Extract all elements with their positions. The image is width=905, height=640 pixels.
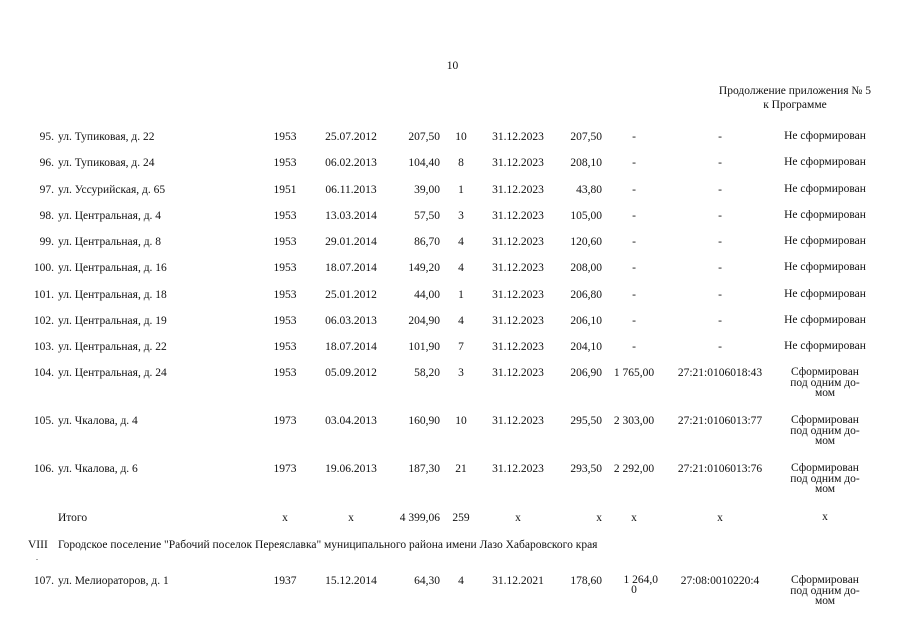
row-land-area: - [632,210,636,222]
table-row [0,341,905,357]
row-date: 05.09.2012 [325,367,377,379]
table-row [0,236,905,252]
row-count: 10 [455,131,467,143]
row-date: 06.11.2013 [325,184,377,196]
row-status-line: Не сформирован [784,314,866,326]
row-year: 1953 [273,131,297,143]
row-number: 104. [33,367,54,379]
row-status [778,575,872,607]
table-row [0,210,905,226]
row-count: 8 [458,157,464,169]
continuation-note [719,84,871,112]
row-status [778,315,872,326]
row-year: 1953 [273,210,297,222]
row-status-line: под одним до- [790,472,860,485]
row-cadastral: - [718,184,722,196]
row-plan-date: 31.12.2021 [492,575,544,587]
row-land-area-line-1: 1 264,0 [623,574,658,586]
row-cadastral: 27:08:0010220:4 [680,575,760,587]
total-cad: х [717,512,723,524]
row-number: 106. [33,463,54,475]
row-cadastral: - [718,157,722,169]
row-status-line: Сформирован [791,414,859,426]
row-number: 95. [39,131,54,143]
total-date: х [348,512,354,524]
row-number: 102. [33,315,54,327]
total-label: Итого [58,512,88,524]
row-year: 1937 [273,575,297,587]
row-year: 1953 [273,236,297,248]
row-date: 13.03.2014 [325,210,377,222]
row-date: 25.01.2012 [325,289,377,301]
row-area2: 206,10 [570,315,602,327]
row-plan-date: 31.12.2023 [492,262,544,274]
row-status-line: мом [814,483,836,495]
row-cadastral: - [718,210,722,222]
row-area2: 178,60 [570,575,602,587]
table-row [0,262,905,278]
row-cadastral: - [718,236,722,248]
row-address: ул. Тупиковая, д. 22 [58,131,155,143]
row-land-area: 2 292,00 [613,463,655,475]
table-row [0,462,905,495]
row-status [778,415,872,447]
row-number: 101. [33,289,54,301]
table-row [0,315,905,331]
row-date: 06.03.2013 [325,315,377,327]
row-address: ул. Центральная, д. 4 [58,210,162,222]
row-address: ул. Центральная, д. 22 [58,341,167,353]
row-count: 4 [458,262,464,274]
row-address: ул. Мелиораторов, д. 1 [58,575,169,587]
row-year: 1953 [273,262,297,274]
row-status [778,289,872,300]
row-area: 204,90 [408,315,440,327]
row-date: 06.02.2013 [325,157,377,169]
row-plan-date: 31.12.2023 [492,210,544,222]
table-row [0,366,905,399]
row-date: 18.07.2014 [325,262,377,274]
row-count: 4 [458,575,464,587]
row-cadastral: - [718,289,722,301]
row-status-line: Не сформирован [784,130,866,142]
row-address: ул. Чкалова, д. 6 [58,463,138,475]
row-number: 97. [39,184,54,196]
row-count: 10 [455,415,467,427]
section-title: Городское поселение "Рабочий поселок Переяславка" муниципального района имени Лазо Хабаровского края [58,539,598,551]
row-date: 25.07.2012 [325,131,377,143]
row-area: 57,50 [414,210,440,222]
row-address: ул. Центральная, д. 16 [58,262,167,274]
row-status-line-3: мом [814,595,836,607]
page-number: 10 [446,60,459,72]
row-status [778,131,872,142]
row-status-line: под одним до- [790,376,860,389]
row-area: 149,20 [408,262,440,274]
row-number: 103. [33,341,54,353]
row-number: 96. [39,157,54,169]
row-year: 1953 [273,341,297,353]
row-status [778,262,872,273]
row-cadastral: 27:21:0106013:77 [677,415,763,427]
row-land-area: 1 765,00 [613,367,655,379]
row-area: 104,40 [408,157,440,169]
total-area2: х [596,512,602,524]
row-cadastral: 27:21:0106018:43 [677,367,763,379]
table-row [0,184,905,200]
row-land-area: - [632,236,636,248]
row-count: 3 [458,210,464,222]
table-row [0,574,905,607]
row-year: 1951 [273,184,297,196]
row-plan-date: 31.12.2023 [492,415,544,427]
row-number: 107. [33,575,54,587]
row-number: 105. [33,415,54,427]
row-area2: 206,80 [570,289,602,301]
row-count: 4 [458,315,464,327]
row-status [778,367,872,399]
row-area2: 293,50 [570,463,602,475]
row-land-area: 2 303,00 [613,415,655,427]
row-area: 187,30 [408,463,440,475]
total-year: х [282,512,288,524]
row-year: 1953 [273,367,297,379]
table-row [0,289,905,305]
row-cadastral: - [718,315,722,327]
row-count: 3 [458,367,464,379]
row-area: 86,70 [414,236,440,248]
row-count: 21 [455,463,467,475]
total-area: 4 399,06 [399,512,440,524]
row-plan-date: 31.12.2023 [492,341,544,353]
row-plan-date: 31.12.2023 [492,236,544,248]
row-address: ул. Чкалова, д. 4 [58,415,138,427]
row-area: 160,90 [408,415,440,427]
row-count: 1 [458,184,464,196]
row-area2: 207,50 [570,131,602,143]
row-status-line: Не сформирован [784,261,866,273]
row-plan-date: 31.12.2023 [492,367,544,379]
row-year: 1953 [273,315,297,327]
row-year: 1973 [273,415,297,427]
row-area2: 204,10 [570,341,602,353]
continuation-line-1: Продолжение приложения № 5 [718,85,871,97]
row-address: ул. Тупиковая, д. 24 [58,157,155,169]
row-land-area: - [632,157,636,169]
row-address: ул. Уссурийская, д. 65 [58,184,166,196]
row-area: 64,30 [414,575,440,587]
row-date: 19.06.2013 [325,463,377,475]
row-date: 18.07.2014 [325,341,377,353]
row-plan-date: 31.12.2023 [492,157,544,169]
row-date: 29.01.2014 [325,236,377,248]
row-area2: 120,60 [570,236,602,248]
row-status [778,210,872,221]
row-area2: 208,10 [570,157,602,169]
row-count: 7 [458,341,464,353]
row-status [778,341,872,352]
row-status-line: Не сформирован [784,235,866,247]
row-address: ул. Центральная, д. 8 [58,236,162,248]
row-number: 98. [39,210,54,222]
section-dot: . [36,553,38,562]
row-area2: 206,90 [570,367,602,379]
row-count: 4 [458,236,464,248]
row-status-line-1: Сформирован [791,574,859,586]
row-land-area: - [632,131,636,143]
row-status-line: мом [814,435,836,447]
row-area2: 43,80 [576,184,602,196]
row-status [778,236,872,247]
row-land-area: - [632,289,636,301]
row-address: ул. Центральная, д. 19 [58,315,167,327]
row-area: 39,00 [414,184,440,196]
row-area: 101,90 [408,341,440,353]
row-plan-date: 31.12.2023 [492,131,544,143]
row-address: ул. Центральная, д. 24 [58,367,167,379]
total-plan: х [515,512,521,524]
row-status-line-2: под одним до- [790,584,860,597]
row-land-area-line-2: 0 [631,584,637,596]
row-plan-date: 31.12.2023 [492,463,544,475]
row-date: 15.12.2014 [325,575,377,587]
row-cadastral: - [718,262,722,274]
continuation-line-2: к Программе [763,99,827,111]
row-plan-date: 31.12.2023 [492,289,544,301]
row-land-area: - [632,341,636,353]
row-status-line: Не сформирован [784,156,866,168]
row-year: 1953 [273,157,297,169]
row-number: 100. [33,262,54,274]
table-row [0,131,905,147]
row-area2: 295,50 [570,415,602,427]
row-status [778,463,872,495]
row-count: 1 [458,289,464,301]
row-year: 1953 [273,289,297,301]
row-area: 44,00 [414,289,440,301]
row-status-line: под одним до- [790,424,860,437]
row-status-line: Не сформирован [784,209,866,221]
total-row [0,512,905,528]
row-area2: 208,00 [570,262,602,274]
total-count: 259 [452,512,470,524]
row-address: ул. Центральная, д. 18 [58,289,167,301]
row-status-line: мом [814,387,836,399]
row-plan-date: 31.12.2023 [492,315,544,327]
row-area2: 105,00 [570,210,602,222]
row-date: 03.04.2013 [325,415,377,427]
row-plan-date: 31.12.2023 [492,184,544,196]
table-row [0,414,905,447]
row-cadastral: - [718,341,722,353]
row-cadastral: - [718,131,722,143]
section-number: VIII [28,539,48,551]
row-area: 207,50 [408,131,440,143]
row-number: 99. [39,236,54,248]
row-land-area: - [632,262,636,274]
row-status-line: Не сформирован [784,340,866,352]
row-status [778,184,872,195]
row-land-area [606,575,662,595]
row-land-area: - [632,184,636,196]
row-land-area: - [632,315,636,327]
row-status-line: Сформирован [791,462,859,474]
row-status-line: Не сформирован [784,288,866,300]
row-area: 58,20 [414,367,440,379]
row-status [778,157,872,168]
total-land: х [631,512,637,524]
row-year: 1973 [273,463,297,475]
row-status-line: Не сформирован [784,183,866,195]
total-status: х [822,511,828,523]
row-cadastral: 27:21:0106013:76 [677,463,763,475]
row-status-line: Сформирован [791,366,859,378]
table-row [0,157,905,173]
